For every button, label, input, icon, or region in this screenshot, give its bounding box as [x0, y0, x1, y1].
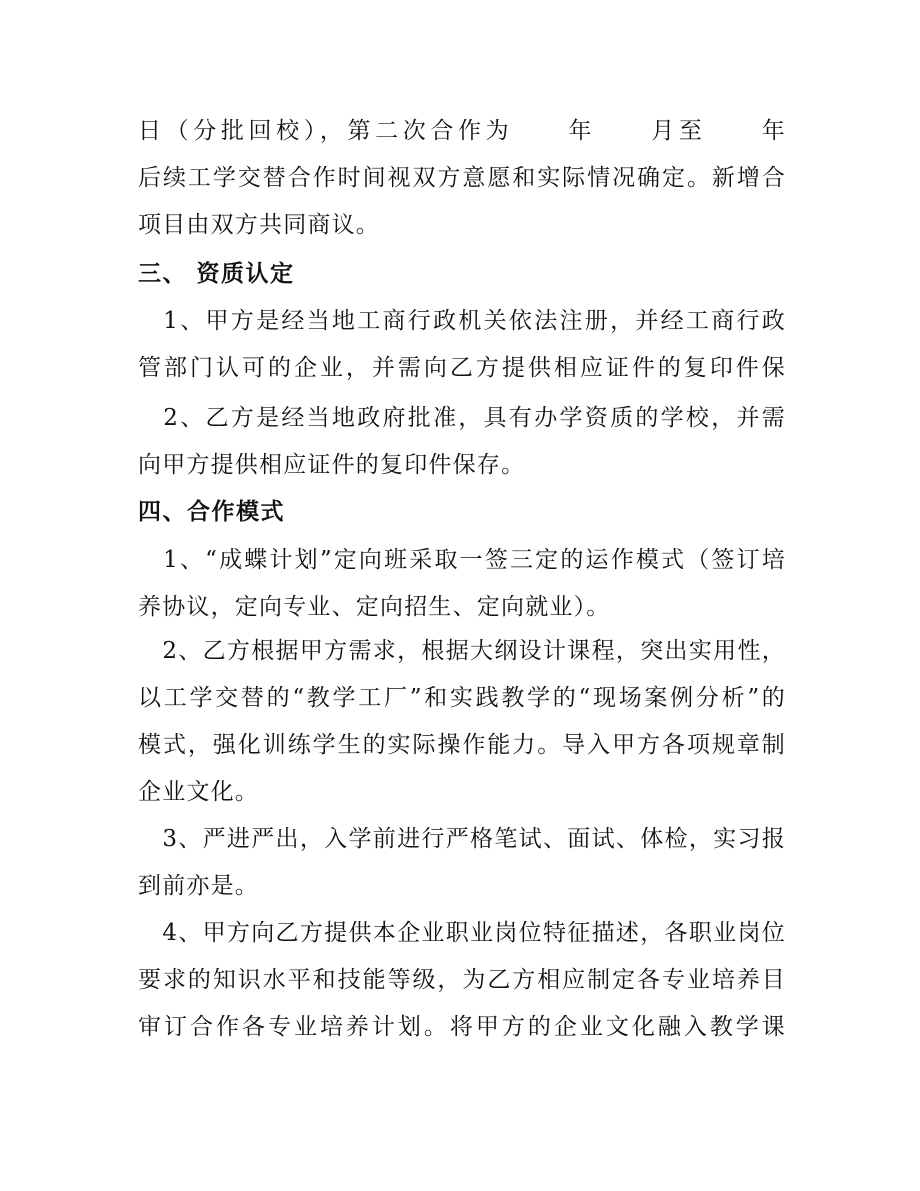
- paragraph-line: 要求的知识水平和技能等级，为乙方相应制定各专业培养目: [138, 967, 786, 993]
- section-heading: 三、 资质认定: [138, 260, 295, 287]
- paragraph-line: 2、乙方根据甲方需求，根据大纲设计课程，突出实用性，: [138, 638, 786, 664]
- paragraph-line: 项目由双方共同商议。: [138, 212, 380, 238]
- paragraph-line: 企业文化。: [138, 779, 259, 805]
- paragraph-line: 1、“成蝶计划”定向班采取一签三定的运作模式（签订培: [138, 547, 786, 573]
- paragraph-line: 以工学交替的“教学工厂”和实践教学的“现场案例分析”的: [138, 685, 786, 711]
- paragraph-line: 审订合作各专业培养计划。将甲方的企业文化融入教学课: [138, 1014, 786, 1040]
- paragraph-line: 2、乙方是经当地政府批准，具有办学资质的学校，并需: [138, 405, 786, 431]
- paragraph-line: 1、甲方是经当地工商行政机关依法注册，并经工商行政: [138, 308, 786, 334]
- section-heading: 四、合作模式: [138, 498, 285, 525]
- paragraph-line: 3、严进严出，入学前进行严格笔试、面试、体检，实习报: [138, 826, 786, 852]
- paragraph-line: 日（分批回校），第二次合作为 年 月至 年: [138, 118, 786, 144]
- paragraph-line: 后续工学交替合作时间视双方意愿和实际情况确定。新增合: [138, 165, 786, 191]
- paragraph-line: 养协议，定向专业、定向招生、定向就业）。: [138, 594, 611, 620]
- paragraph-line: 管部门认可的企业，并需向乙方提供相应证件的复印件保: [138, 355, 786, 381]
- paragraph-line: 模式，强化训练学生的实际操作能力。导入甲方各项规章制: [138, 732, 786, 758]
- paragraph-line: 4、甲方向乙方提供本企业职业岗位特征描述，各职业岗位: [138, 920, 786, 946]
- paragraph-line: 到前亦是。: [138, 873, 259, 899]
- paragraph-line: 向甲方提供相应证件的复印件保存。: [138, 452, 526, 478]
